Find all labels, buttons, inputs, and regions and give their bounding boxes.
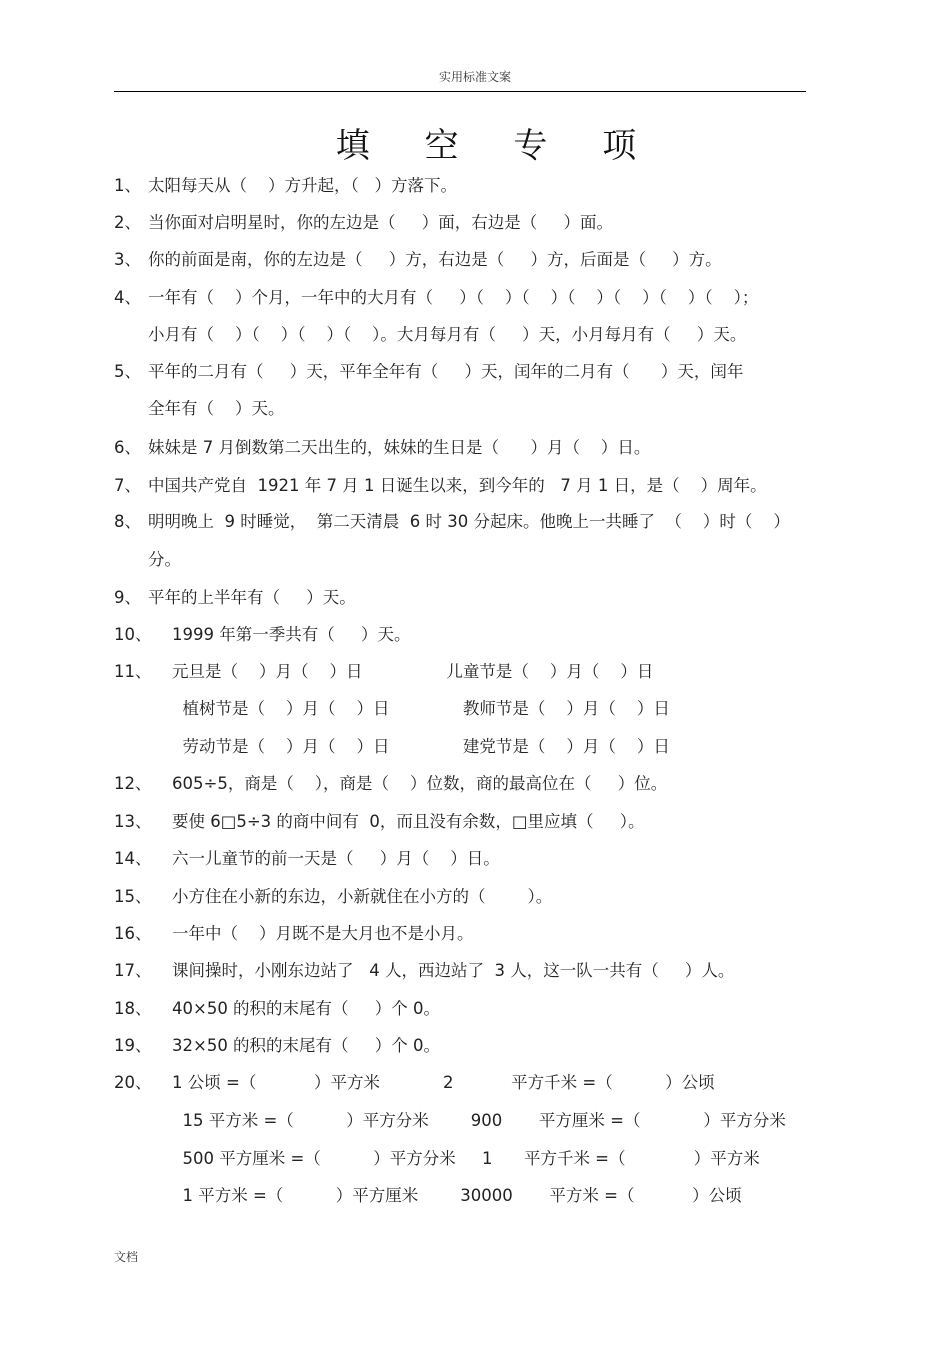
question-text: 一年中（ ）月既不是大月也不是小月。 bbox=[172, 924, 474, 943]
question-number: 5、 bbox=[114, 362, 141, 381]
question-text: 明明晚上 9 时睡觉， 第二天清晨 6 时 30 分起床。他晚上一共睡了 （ ）时（ ） bbox=[148, 512, 790, 531]
question-text: 元旦是（ ）月（ ）日 儿童节是（ ）月（ ）日 bbox=[172, 662, 654, 681]
question-text: 全年有（ ）天。 bbox=[148, 399, 285, 418]
question-text: 课间操时，小刚东边站了 4 人，西边站了 3 人，这一队一共有（ ）人。 bbox=[172, 961, 735, 980]
question-text: 太阳每天从（ ）方升起，（ ）方落下。 bbox=[148, 176, 457, 195]
question-text: 分。 bbox=[148, 550, 181, 569]
question-text: 40×50 的积的末尾有（ ）个 0。 bbox=[172, 999, 441, 1018]
question-text: 1 平方米 =（ ）平方厘米 30000 平方米 =（ ）公顷 bbox=[172, 1186, 742, 1205]
question-text: 小方住在小新的东边，小新就住在小方的（ ）。 bbox=[172, 887, 553, 906]
question-number: 19、 bbox=[114, 1036, 152, 1055]
question-text: 六一儿童节的前一天是（ ）月（ ）日。 bbox=[172, 849, 500, 868]
page-footer: 文档 bbox=[114, 1250, 139, 1264]
question-text: 平年的二月有（ ）天，平年全年有（ ）天，闰年的二月有（ ）天，闰年 bbox=[148, 362, 744, 381]
question-number: 6、 bbox=[114, 438, 141, 457]
question-number: 14、 bbox=[114, 849, 152, 868]
header-rule bbox=[114, 91, 806, 92]
question-text: 要使 6□5÷3 的商中间有 0，而且没有余数，□里应填（ ）。 bbox=[172, 812, 645, 831]
question-number: 18、 bbox=[114, 999, 152, 1018]
question-text: 你的前面是南，你的左边是（ ）方，右边是（ ）方，后面是（ ）方。 bbox=[148, 250, 722, 269]
question-number: 17、 bbox=[114, 961, 152, 980]
question-text: 劳动节是（ ）月（ ）日 建党节是（ ）月（ ）日 bbox=[172, 737, 670, 756]
question-number: 11、 bbox=[114, 662, 152, 681]
question-number: 7、 bbox=[114, 476, 141, 495]
question-text: 15 平方米 =（ ）平方分米 900 平方厘米 =（ ）平方分米 bbox=[172, 1111, 786, 1130]
question-text: 一年有（ ）个月，一年中的大月有（ ）（ ）（ ）（ ）（ ）（ ）（ ）； bbox=[148, 288, 759, 307]
question-text: 32×50 的积的末尾有（ ）个 0。 bbox=[172, 1036, 441, 1055]
question-text: 中国共产党自 1921 年 7 月 1 日诞生以来，到今年的 7 月 1 日，是（ ）周年。 bbox=[148, 476, 767, 495]
question-number: 13、 bbox=[114, 812, 152, 831]
question-number: 12、 bbox=[114, 774, 152, 793]
question-text: 500 平方厘米 =（ ）平方分米 1 平方千米 =（ ）平方米 bbox=[172, 1149, 760, 1168]
question-number: 16、 bbox=[114, 924, 152, 943]
question-text: 1999 年第一季共有（ ）天。 bbox=[172, 625, 411, 644]
page-header: 实用标准文案 bbox=[438, 70, 511, 84]
page-title: 填 空 专 项 bbox=[335, 126, 659, 166]
question-number: 8、 bbox=[114, 512, 141, 531]
question-number: 10、 bbox=[114, 625, 152, 644]
question-text: 平年的上半年有（ ）天。 bbox=[148, 588, 356, 607]
question-text: 小月有（ ）（ ）（ ）（ ）。大月每月有（ ）天，小月每月有（ ）天。 bbox=[148, 325, 747, 344]
question-text: 妹妹是 7 月倒数第二天出生的，妹妹的生日是（ ）月（ ）日。 bbox=[148, 438, 651, 457]
question-text: 1 公顷 =（ ）平方米 2 平方千米 =（ ）公顷 bbox=[172, 1073, 715, 1092]
question-number: 9、 bbox=[114, 588, 141, 607]
question-text: 当你面对启明星时，你的左边是（ ）面，右边是（ ）面。 bbox=[148, 213, 613, 232]
question-text: 植树节是（ ）月（ ）日 教师节是（ ）月（ ）日 bbox=[172, 699, 670, 718]
question-number: 2、 bbox=[114, 213, 141, 232]
question-number: 3、 bbox=[114, 250, 141, 269]
question-text: 605÷5，商是（ ），商是（ ）位数，商的最高位在（ ）位。 bbox=[172, 774, 668, 793]
question-number: 4、 bbox=[114, 288, 141, 307]
question-number: 1、 bbox=[114, 176, 141, 195]
question-number: 15、 bbox=[114, 887, 152, 906]
question-number: 20、 bbox=[114, 1073, 152, 1092]
